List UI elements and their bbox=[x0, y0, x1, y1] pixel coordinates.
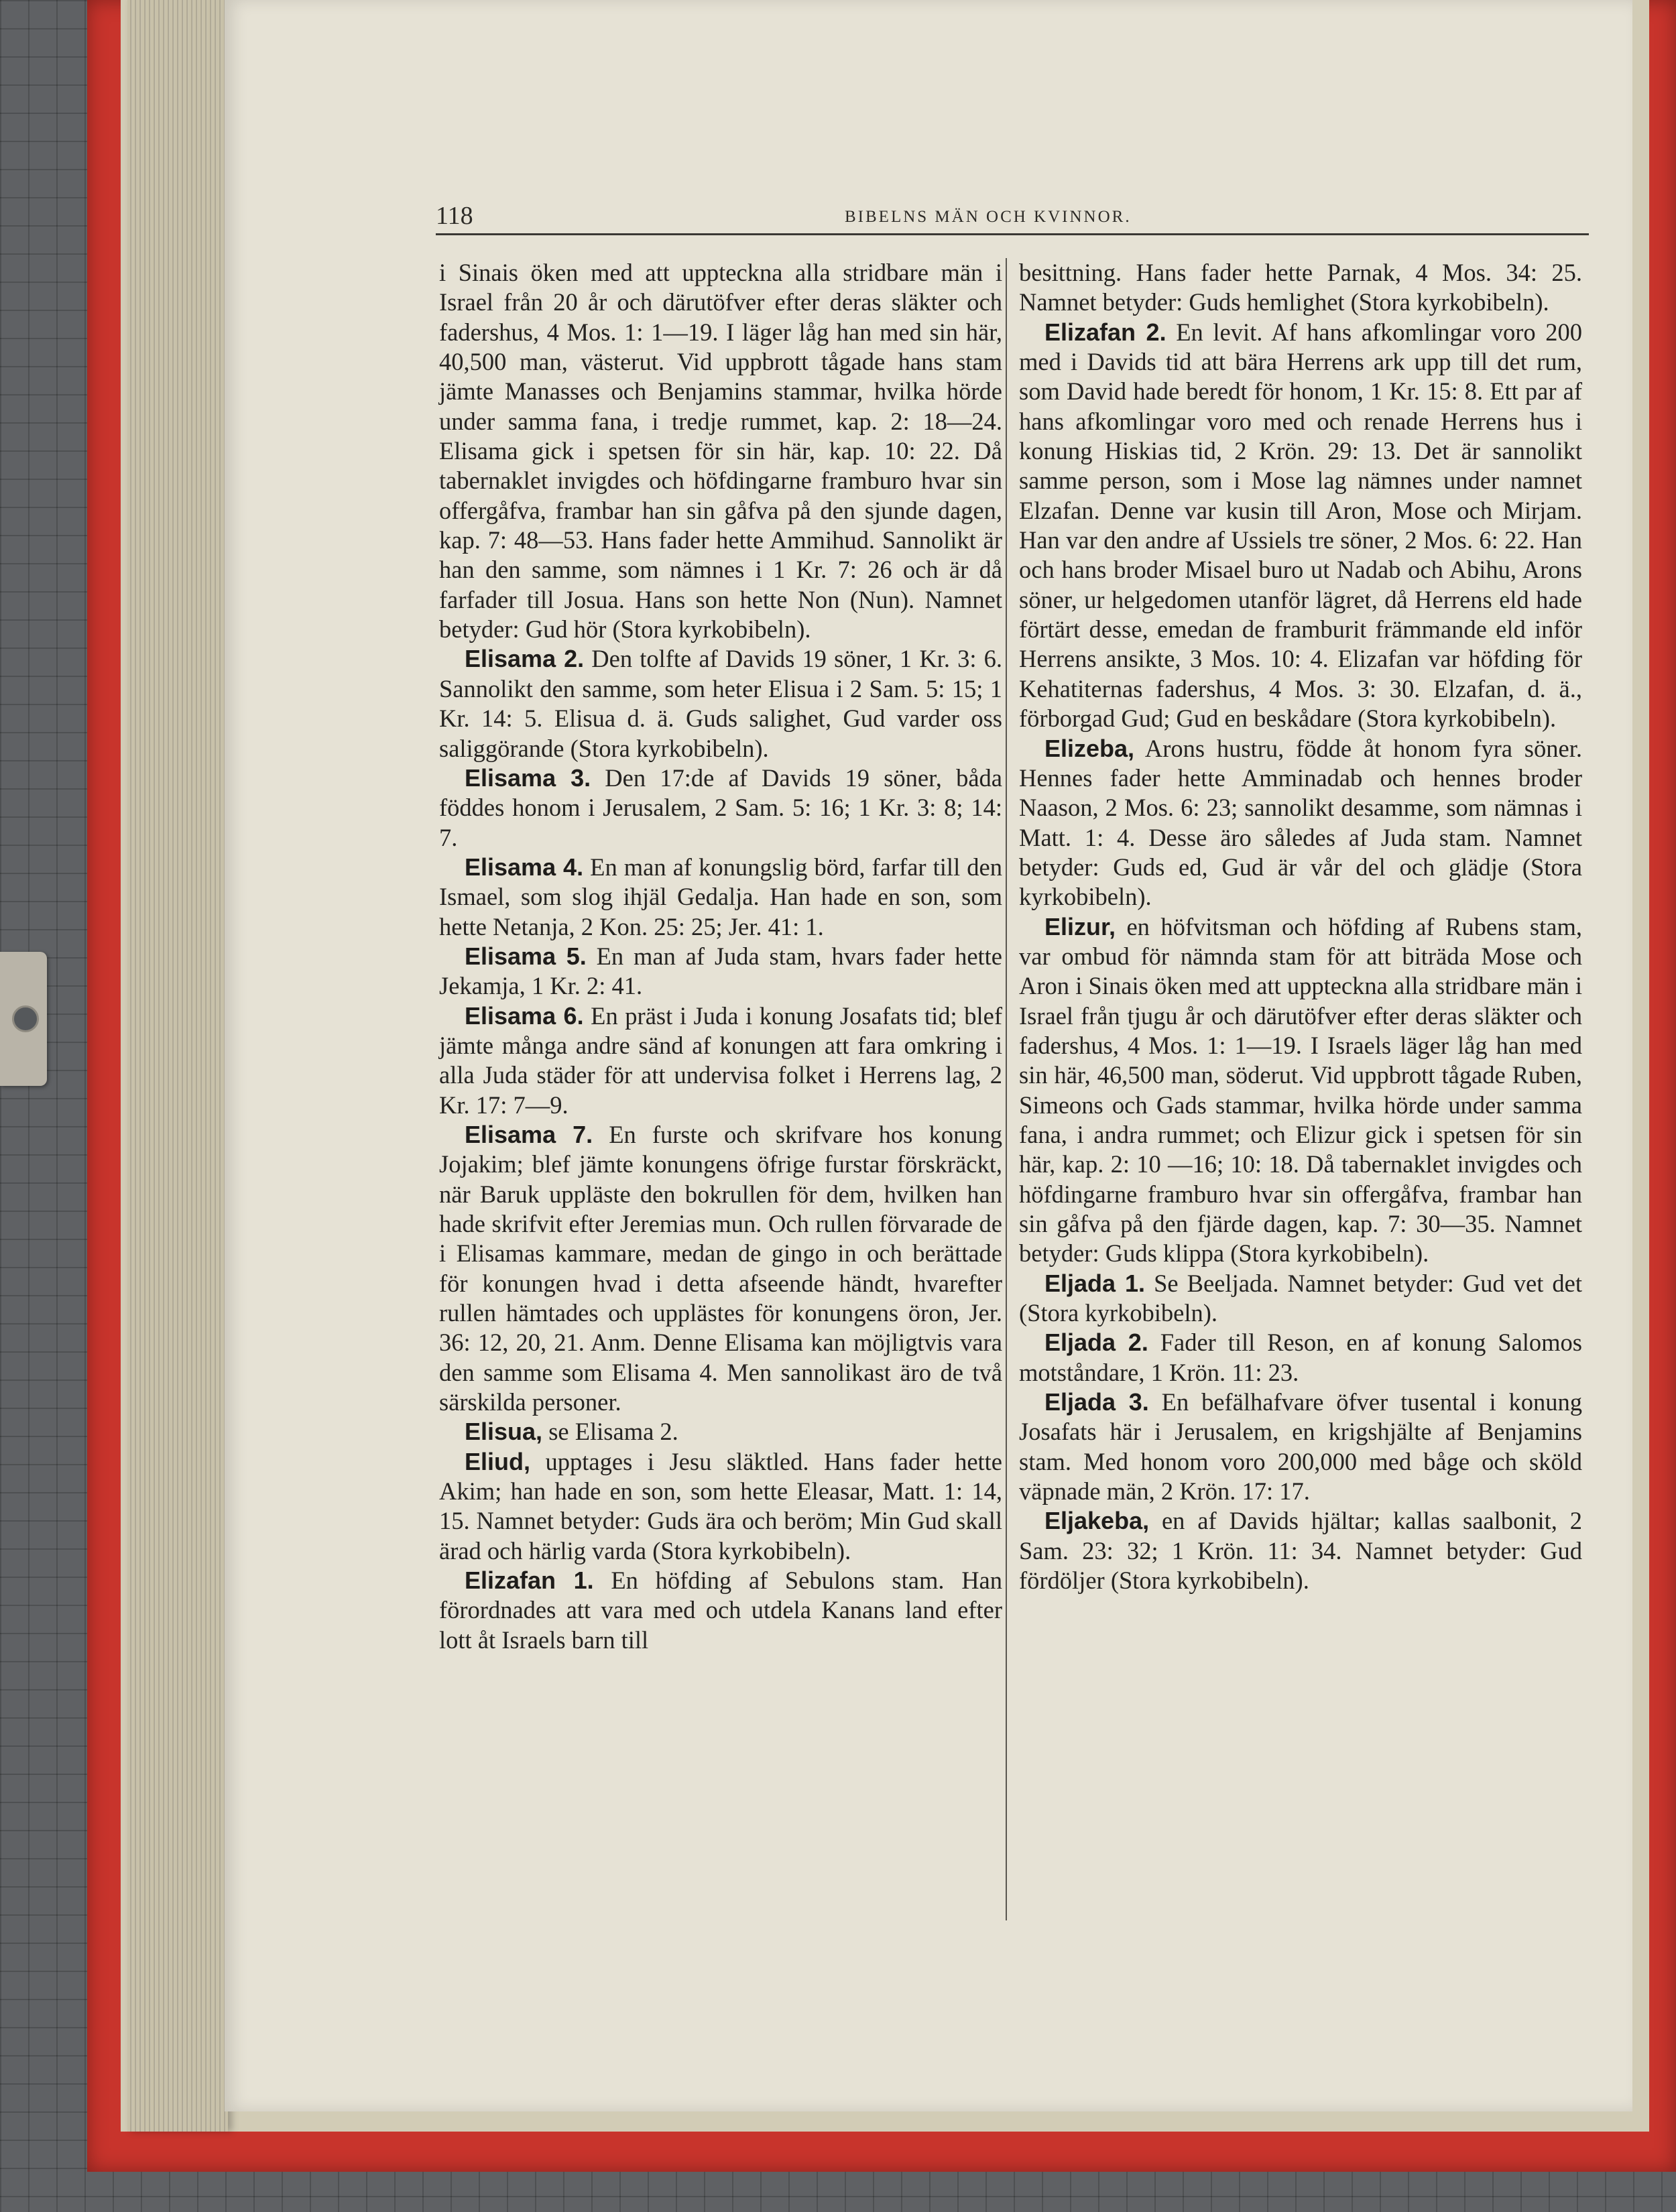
entry-headword: Eljada 1. bbox=[1044, 1269, 1146, 1297]
entry bbox=[439, 853, 1002, 942]
entry-text: En befälhafvare öfver tusental i konung Josafats här i Jerusalem, en krigshjälte af Benjamins stam. Med honom voro 200,000 med båge och sköld väpnade män, 2 Krön. 17: 17. bbox=[1019, 1388, 1583, 1506]
entry-headword: Elizafan 1. bbox=[465, 1566, 594, 1595]
entry-text: En präst i Juda i konung Josafats tid; blef jämte många andre sänd af konungen att fara omkring i alla Juda städer för att undervisa folket i Herrens lag, 2 Kr. 17: 7—9. bbox=[439, 1001, 1002, 1119]
running-title: BIBELNS MÄN OCH KVINNOR. bbox=[845, 208, 1132, 226]
entry-text: en af Davids hjältar; kallas saalbonit, 2 Sam. 23: 32; 1 Krön. 11: 34. Namnet betyder: Gud fördöljer (Stora kyrkobibeln). bbox=[1019, 1507, 1583, 1595]
entry-headword: Eljada 3. bbox=[1044, 1388, 1149, 1416]
entry-text: en höfvitsman och höfding af Rubens stam, var ombud för nämnda stam för att biträda Mose och Aron i Sinais öken med att uppteckna alla stridbare män i Israel från tjugu år och därutöfver efter deras släkter och fadershus, 4 Mos. 1: 1—19. I Israels läger låg han med sin här, 46,500 man, söderut. Vid uppbrott tågade Ruben, Simeons och Gads stammar, hvilka hörde under samma fana, i andra rummet; och Elizur gick i spetsen för sin här, kap. 2: 10 —16; 10: 18. Då tabernaklet invigdes och höfdingarne framburo hvar sin offergåfva, frambar han sin gåfva på den fjärde dagen, kap. 7: 30—35. Namnet betyder: Guds klippa (Stora kyrkobibeln). bbox=[1019, 912, 1582, 1268]
entry-headword: Elisama 7. bbox=[465, 1120, 593, 1148]
entry bbox=[1019, 1388, 1582, 1506]
entry-headword: Elizur, bbox=[1044, 912, 1116, 940]
entry-headword: Elisama 6. bbox=[465, 1001, 584, 1030]
entry bbox=[439, 1120, 1002, 1417]
entry bbox=[1019, 258, 1582, 318]
entry-headword: Eliud, bbox=[465, 1447, 530, 1475]
entry-text: En levit. Af hans afkomlingar voro 200 med i Davids tid att bära Herrens ark upp till det rum, som David hade beredt för honom, 1 Kr. 15: 8. Ett par af hans afkomlingar voro med och renade Herrens hus i konung Hiskias tid, 2 Krön. 29: 13. Det är sannolikt samme person, som i Mose lag nämnes under namnet Elzafan. Denne var kusin till Aron, Mose och Mirjam. Han var den andre af Ussiels tre söner, 2 Mos. 6: 22. Han och hans broder Misael buro ut Nadab och Abihu, Arons söner, ur helgedomen utanför lägret, då Herrens eld hade förtärt desse, emedan de framburit främmande eld inför Herrens ansikte, 3 Mos. 10: 4. Elizafan var höfding för Kehatiternas fadershus, 4 Mos. 3: 30. Elzafan, d. ä., förborgad Gud; Gud en beskådare (Stora kyrkobibeln). bbox=[1019, 318, 1583, 733]
entry bbox=[1019, 318, 1582, 734]
entry-text: En höfding af Sebulons stam. Han förordnades att vara med och utdela Kanans land efter lott åt Israels barn till bbox=[439, 1566, 1002, 1654]
entry-text: En furste och skrifvare hos konung Jojakim; blef jämte konungens öfrige furstar förskräckt, när Baruk uppläste den bokrullen för dem, hvilken han hade skrifvit efter Jeremias mun. Och rullen förvarade de i Elisamas kammare, medan de gingo in och berättade för konungen hvad i detta afseende händt, hvarefter rullen hämtades och upplästes för konungens öron, Jer. 36: 12, 20, 21. Anm. Denne Elisama kan möjligtvis vara den samme som Elisama 4. Men sannolikast äro de två särskilda personer. bbox=[439, 1120, 1002, 1416]
entry bbox=[1019, 734, 1582, 912]
entry-text: En man af Juda stam, hvars fader hette Jekamja, 1 Kr. 2: 41. bbox=[439, 942, 1003, 1000]
entry-headword: Eljakeba, bbox=[1044, 1507, 1150, 1535]
entry bbox=[1019, 1269, 1582, 1329]
entry bbox=[439, 1417, 1002, 1447]
entry-headword: Elizeba, bbox=[1044, 734, 1135, 762]
entry-text: Den tolfte af Davids 19 söner, 1 Kr. 3: 6. Sannolikt den samme, som heter Elisua i 2 Sam. 5: 15; 1 Kr. 14: 5. Elisua d. ä. Guds salighet, Gud varder oss saliggörande (Stora kyrkobibeln). bbox=[439, 645, 1002, 762]
right-column bbox=[1019, 258, 1582, 1595]
entry-headword: Elisua, bbox=[465, 1418, 543, 1446]
left-column bbox=[439, 258, 1002, 1655]
entry-text: Se Beeljada. Namnet betyder: Gud vet det (Stora kyrkobibeln). bbox=[1019, 1269, 1583, 1327]
entry-text: se Elisama 2. bbox=[548, 1418, 678, 1446]
clip-screw-icon bbox=[12, 1005, 39, 1032]
entry bbox=[439, 1447, 1002, 1566]
entry bbox=[1019, 1328, 1582, 1388]
entry-text: i Sinais öken med att uppteckna alla stridbare män i Israel från 20 år och därutöfver efter deras släkter och fadershus, 4 Mos. 1: 1—19. I läger låg han med sin här, 40,500 man, västerut. Vid uppbrott tågade hans stam jämte Manasses och Benjamins stammar, hvilka hörde under samma fana, i tredje rummet, kap. 2: 18—24. Elisama gick i spetsen för sin här, kap. 10: 22. Då tabernaklet invigdes och höfdingarne framburo hvar sin offergåfva, frambar han sin gåfva på den sjunde dagen, kap. 7: 48—53. Hans fader hette Ammihud. Sannolikt är han den samme, som nämnes i 1 Kr. 7: 26 och är då farfader till Josua. Hans son hette Non (Nun). Namnet betyder: Gud hör (Stora kyrkobibeln). bbox=[439, 259, 1002, 643]
column-divider bbox=[1006, 258, 1007, 1920]
entry-headword: Elisama 4. bbox=[465, 853, 584, 881]
page-number: 118 bbox=[436, 202, 473, 230]
entry-text: Fader till Reson, en af konung Salomos motståndare, 1 Krön. 11: 23. bbox=[1019, 1329, 1583, 1386]
page-edges bbox=[127, 0, 228, 2132]
entry bbox=[439, 644, 1002, 763]
entry-headword: Elisama 5. bbox=[465, 942, 587, 970]
entry-text: Arons hustru, födde åt honom fyra söner. Hennes fader hette Amminadab och hennes broder Naason, 2 Mos. 6: 23; sannolikt desamme, som nämnas i Matt. 1: 4. Desse äro således af Juda stam. Namnet betyder: Guds ed, Gud är vår del och glädje (Stora kyrkobibeln). bbox=[1019, 734, 1582, 911]
entry-headword: Eljada 2. bbox=[1044, 1329, 1148, 1357]
entry-headword: Elisama 2. bbox=[465, 645, 585, 673]
entry bbox=[1019, 912, 1582, 1269]
page-header bbox=[436, 201, 1589, 235]
entry bbox=[439, 763, 1002, 853]
entry-text: besittning. Hans fader hette Parnak, 4 Mos. 34: 25. Namnet betyder: Guds hemlighet (Stora kyrkobibeln). bbox=[1019, 259, 1582, 316]
entry-text: upptages i Jesu släktled. Hans fader hette Akim; han hade en son, som hette Eleasar, Matt. 1: 14, 15. Namnet betyder: Guds ära och beröm; Min Gud skall ärad och härlig varda (Stora kyrkobibeln). bbox=[439, 1447, 1002, 1564]
entry-text: En man af konungslig börd, farfar till den Ismael, som slog ihjäl Gedalja. Han hade en son, som hette Netanja, 2 Kon. 25: 25; Jer. 41: 1. bbox=[439, 853, 1002, 940]
entry bbox=[439, 1001, 1002, 1120]
entry-text: Den 17:de af Davids 19 söner, båda föddes honom i Jerusalem, 2 Sam. 5: 16; 1 Kr. 3: 8; 14: 7. bbox=[439, 763, 1002, 851]
entry bbox=[439, 258, 1002, 644]
entry bbox=[439, 942, 1002, 1001]
scanner-clip bbox=[0, 952, 47, 1086]
entry bbox=[1019, 1506, 1582, 1595]
entry-headword: Elizafan 2. bbox=[1044, 318, 1166, 346]
entry-headword: Elisama 3. bbox=[465, 763, 591, 792]
entry bbox=[439, 1566, 1002, 1655]
